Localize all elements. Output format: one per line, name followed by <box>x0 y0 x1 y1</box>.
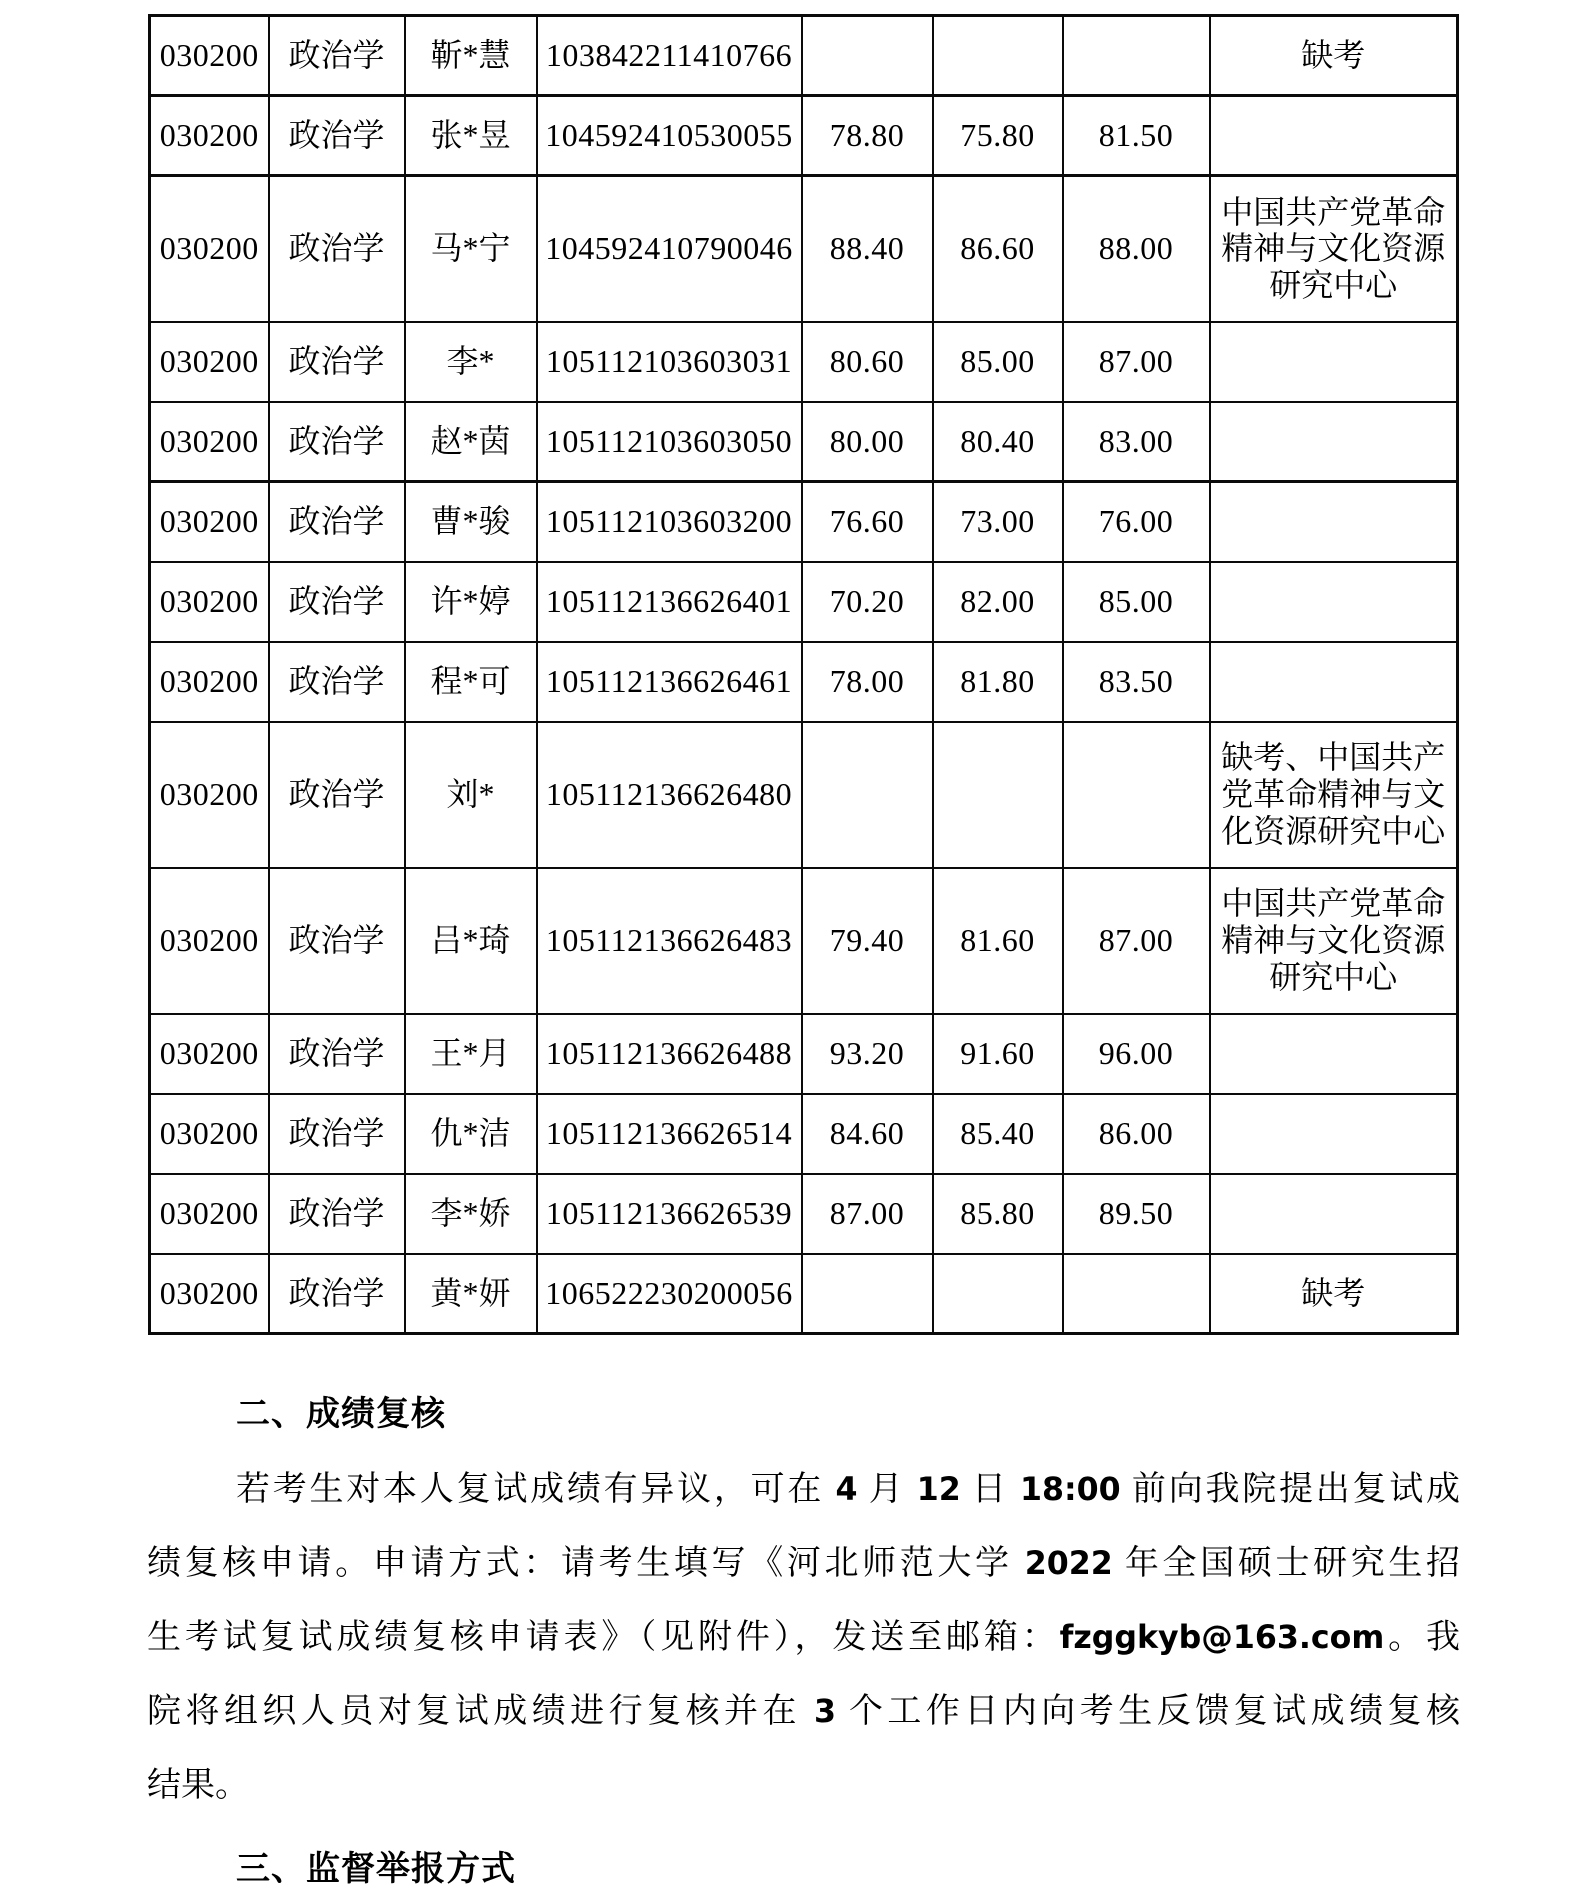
cjk-text-run: 。我 <box>1384 1619 1461 1656</box>
cell-remark <box>1210 96 1458 176</box>
cell-major-code: 030200 <box>150 176 269 322</box>
cell-remark <box>1210 642 1458 722</box>
cell-major-code: 030200 <box>150 1094 269 1174</box>
latin-text-run: 4 <box>835 1472 858 1508</box>
cell-score-interview: 85.00 <box>933 322 1063 402</box>
cjk-text-run: 若考生对本人复试成绩有异议，可在 <box>236 1471 836 1508</box>
cell-remark <box>1210 1094 1458 1174</box>
cell-score-interview <box>933 16 1063 96</box>
paragraph-line <box>147 1675 1460 1749</box>
cell-major-code: 030200 <box>150 96 269 176</box>
cell-score-written: 80.00 <box>802 402 933 482</box>
table-row <box>150 722 1458 868</box>
cell-exam-number: 105112103603200 <box>537 482 802 562</box>
table-row <box>150 1174 1458 1254</box>
cell-exam-number: 105112136626401 <box>537 562 802 642</box>
cell-exam-number: 104592410790046 <box>537 176 802 322</box>
cell-major-name: 政治学 <box>269 16 405 96</box>
cell-score-interview: 73.00 <box>933 482 1063 562</box>
cell-major-code: 030200 <box>150 868 269 1014</box>
cell-score-written: 93.20 <box>802 1014 933 1094</box>
cell-score-written: 88.40 <box>802 176 933 322</box>
paragraph-line <box>147 1453 1460 1527</box>
cell-candidate-name: 仇*洁 <box>405 1094 537 1174</box>
cell-score-written: 84.60 <box>802 1094 933 1174</box>
cell-candidate-name: 许*婷 <box>405 562 537 642</box>
cell-score-interview: 86.60 <box>933 176 1063 322</box>
cell-exam-number: 105112136626461 <box>537 642 802 722</box>
cell-major-name: 政治学 <box>269 1014 405 1094</box>
cell-major-code: 030200 <box>150 16 269 96</box>
cell-major-code: 030200 <box>150 1254 269 1334</box>
cell-exam-number: 105112136626488 <box>537 1014 802 1094</box>
cell-major-name: 政治学 <box>269 1094 405 1174</box>
latin-text-run: fzggkyb@163.com <box>1059 1620 1385 1656</box>
cjk-text-run: 日 <box>960 1471 1021 1508</box>
cell-major-name: 政治学 <box>269 1254 405 1334</box>
cell-remark <box>1210 322 1458 402</box>
cell-score-interview: 91.60 <box>933 1014 1063 1094</box>
cell-exam-number: 105112136626539 <box>537 1174 802 1254</box>
cell-major-code: 030200 <box>150 642 269 722</box>
cell-score-written: 78.80 <box>802 96 933 176</box>
cell-remark: 缺考 <box>1210 1254 1458 1334</box>
table-row <box>150 96 1458 176</box>
cell-candidate-name: 李*娇 <box>405 1174 537 1254</box>
cell-major-name: 政治学 <box>269 322 405 402</box>
table-row <box>150 868 1458 1014</box>
cjk-text-run: 结果。 <box>147 1767 249 1804</box>
cell-candidate-name: 刘* <box>405 722 537 868</box>
cjk-text-run: 生考试复试成绩复核申请表》（见附件），发送至邮箱： <box>147 1619 1060 1656</box>
cell-remark <box>1210 402 1458 482</box>
cjk-text-run: 月 <box>857 1471 917 1508</box>
latin-text-run: 3 <box>813 1694 836 1730</box>
latin-text-run: 12 <box>916 1472 961 1508</box>
cell-score-interview: 81.80 <box>933 642 1063 722</box>
cell-candidate-name: 王*月 <box>405 1014 537 1094</box>
cell-major-name: 政治学 <box>269 1174 405 1254</box>
cell-score-interview: 80.40 <box>933 402 1063 482</box>
cell-remark <box>1210 1014 1458 1094</box>
cell-candidate-name: 赵*茵 <box>405 402 537 482</box>
cell-score-written: 78.00 <box>802 642 933 722</box>
cell-candidate-name: 吕*琦 <box>405 868 537 1014</box>
cell-major-name: 政治学 <box>269 176 405 322</box>
table-row <box>150 176 1458 322</box>
cell-score-foreign-language: 86.00 <box>1063 1094 1210 1174</box>
cell-score-written: 87.00 <box>802 1174 933 1254</box>
cell-exam-number: 106522230200056 <box>537 1254 802 1334</box>
cjk-text-run: 绩复核申请。申请方式：请考生填写《河北师范大学 <box>147 1545 1025 1582</box>
cell-major-code: 030200 <box>150 482 269 562</box>
cell-score-foreign-language: 89.50 <box>1063 1174 1210 1254</box>
cjk-text-run: 前向我院提出复试成 <box>1120 1471 1461 1508</box>
section-heading-supervision-report: 三、监督举报方式 <box>236 1851 516 1885</box>
cell-score-foreign-language: 83.00 <box>1063 402 1210 482</box>
cell-candidate-name: 马*宁 <box>405 176 537 322</box>
cell-major-code: 030200 <box>150 722 269 868</box>
cell-exam-number: 105112136626483 <box>537 868 802 1014</box>
cell-score-foreign-language: 96.00 <box>1063 1014 1210 1094</box>
cell-remark: 缺考、中国共产党革命精神与文化资源研究中心 <box>1210 722 1458 868</box>
cell-score-interview: 81.60 <box>933 868 1063 1014</box>
cell-candidate-name: 程*可 <box>405 642 537 722</box>
cell-major-name: 政治学 <box>269 722 405 868</box>
cell-score-foreign-language: 81.50 <box>1063 96 1210 176</box>
cell-exam-number: 105112136626480 <box>537 722 802 868</box>
cell-major-name: 政治学 <box>269 402 405 482</box>
cell-remark <box>1210 482 1458 562</box>
cell-candidate-name: 曹*骏 <box>405 482 537 562</box>
cell-exam-number: 105112103603050 <box>537 402 802 482</box>
cell-major-name: 政治学 <box>269 868 405 1014</box>
review-paragraph <box>147 1453 1460 1822</box>
section-heading-score-review: 二、成绩复核 <box>236 1396 446 1433</box>
cjk-text-run: 院将组织人员对复试成绩进行复核并在 <box>147 1693 814 1730</box>
cell-candidate-name: 李* <box>405 322 537 402</box>
cell-major-name: 政治学 <box>269 562 405 642</box>
cell-score-interview <box>933 722 1063 868</box>
cell-remark: 缺考 <box>1210 16 1458 96</box>
cell-major-name: 政治学 <box>269 642 405 722</box>
cell-score-interview: 75.80 <box>933 96 1063 176</box>
cjk-text-run: 年全国硕士研究生招 <box>1112 1545 1461 1582</box>
cell-exam-number: 105112103603031 <box>537 322 802 402</box>
paragraph-line <box>147 1749 1460 1822</box>
cell-score-interview: 85.40 <box>933 1094 1063 1174</box>
cell-major-code: 030200 <box>150 402 269 482</box>
latin-text-run: 18:00 <box>1020 1472 1121 1508</box>
cell-candidate-name: 张*昱 <box>405 96 537 176</box>
cell-score-foreign-language: 87.00 <box>1063 322 1210 402</box>
cell-score-written: 70.20 <box>802 562 933 642</box>
cell-score-foreign-language: 76.00 <box>1063 482 1210 562</box>
cell-score-written: 80.60 <box>802 322 933 402</box>
table-row <box>150 322 1458 402</box>
cell-score-foreign-language <box>1063 1254 1210 1334</box>
table-row <box>150 402 1458 482</box>
scores-table <box>148 14 1459 1335</box>
cell-exam-number: 103842211410766 <box>537 16 802 96</box>
table-row <box>150 642 1458 722</box>
cell-score-foreign-language: 87.00 <box>1063 868 1210 1014</box>
cell-major-code: 030200 <box>150 1174 269 1254</box>
cell-remark <box>1210 562 1458 642</box>
cell-major-name: 政治学 <box>269 96 405 176</box>
cell-score-interview: 82.00 <box>933 562 1063 642</box>
table-row <box>150 562 1458 642</box>
cell-candidate-name: 靳*慧 <box>405 16 537 96</box>
cell-score-interview <box>933 1254 1063 1334</box>
cell-score-foreign-language <box>1063 722 1210 868</box>
table-row <box>150 482 1458 562</box>
cell-major-code: 030200 <box>150 562 269 642</box>
cell-exam-number: 104592410530055 <box>537 96 802 176</box>
cell-major-code: 030200 <box>150 1014 269 1094</box>
cell-remark: 中国共产党革命精神与文化资源研究中心 <box>1210 176 1458 322</box>
cell-candidate-name: 黄*妍 <box>405 1254 537 1334</box>
table-row <box>150 1254 1458 1334</box>
scores-table-body <box>150 16 1458 1334</box>
cell-score-written <box>802 1254 933 1334</box>
cjk-text-run: 个工作日内向考生反馈复试成绩复核 <box>835 1693 1461 1730</box>
cell-score-written: 79.40 <box>802 868 933 1014</box>
table-row <box>150 16 1458 96</box>
cell-remark: 中国共产党革命精神与文化资源研究中心 <box>1210 868 1458 1014</box>
cell-major-code: 030200 <box>150 322 269 402</box>
table-row <box>150 1014 1458 1094</box>
cell-score-foreign-language: 83.50 <box>1063 642 1210 722</box>
cell-score-interview: 85.80 <box>933 1174 1063 1254</box>
latin-text-run: 2022 <box>1024 1546 1113 1582</box>
cell-major-name: 政治学 <box>269 482 405 562</box>
paragraph-line <box>147 1527 1460 1601</box>
cell-score-foreign-language: 85.00 <box>1063 562 1210 642</box>
cell-remark <box>1210 1174 1458 1254</box>
cell-score-written <box>802 722 933 868</box>
cell-exam-number: 105112136626514 <box>537 1094 802 1174</box>
cell-score-foreign-language <box>1063 16 1210 96</box>
paragraph-line <box>147 1601 1460 1675</box>
cell-score-written: 76.60 <box>802 482 933 562</box>
cell-score-foreign-language: 88.00 <box>1063 176 1210 322</box>
table-row <box>150 1094 1458 1174</box>
cell-score-written <box>802 16 933 96</box>
